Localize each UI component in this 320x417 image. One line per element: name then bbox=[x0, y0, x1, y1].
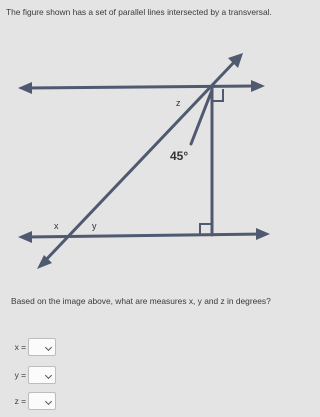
arrow-head-top-right bbox=[251, 80, 265, 92]
chevron-down-icon bbox=[45, 344, 52, 351]
answer-row-y bbox=[0, 366, 80, 386]
top-parallel-line bbox=[26, 86, 256, 88]
answer-label-z: z = bbox=[14, 396, 26, 406]
arrow-head-bottom-left bbox=[18, 231, 32, 243]
label-angle-45: 45° bbox=[170, 149, 189, 163]
chevron-down-icon bbox=[45, 372, 52, 379]
answer-label-y: y = bbox=[14, 370, 26, 380]
answer-row-x bbox=[0, 338, 80, 358]
answer-label-x: x = bbox=[14, 342, 26, 352]
geometry-figure bbox=[0, 40, 318, 280]
label-y: y bbox=[92, 221, 97, 231]
question-text: Based on the image above, what are measures x, y and z in degrees? bbox=[11, 296, 271, 306]
right-angle-marker-top bbox=[212, 89, 223, 101]
arrow-head-top-left bbox=[18, 82, 32, 94]
bottom-parallel-line bbox=[26, 234, 262, 237]
answer-row-z bbox=[0, 392, 80, 412]
chevron-down-icon bbox=[45, 398, 52, 405]
arrow-head-bottom-right bbox=[256, 228, 270, 240]
x-dropdown[interactable] bbox=[28, 338, 56, 356]
problem-prompt: The figure shown has a set of parallel lines intersected by a transversal. bbox=[6, 7, 272, 17]
y-dropdown[interactable] bbox=[28, 366, 56, 384]
z-dropdown[interactable] bbox=[28, 392, 56, 410]
label-x: x bbox=[54, 221, 59, 231]
label-z: z bbox=[176, 98, 181, 108]
